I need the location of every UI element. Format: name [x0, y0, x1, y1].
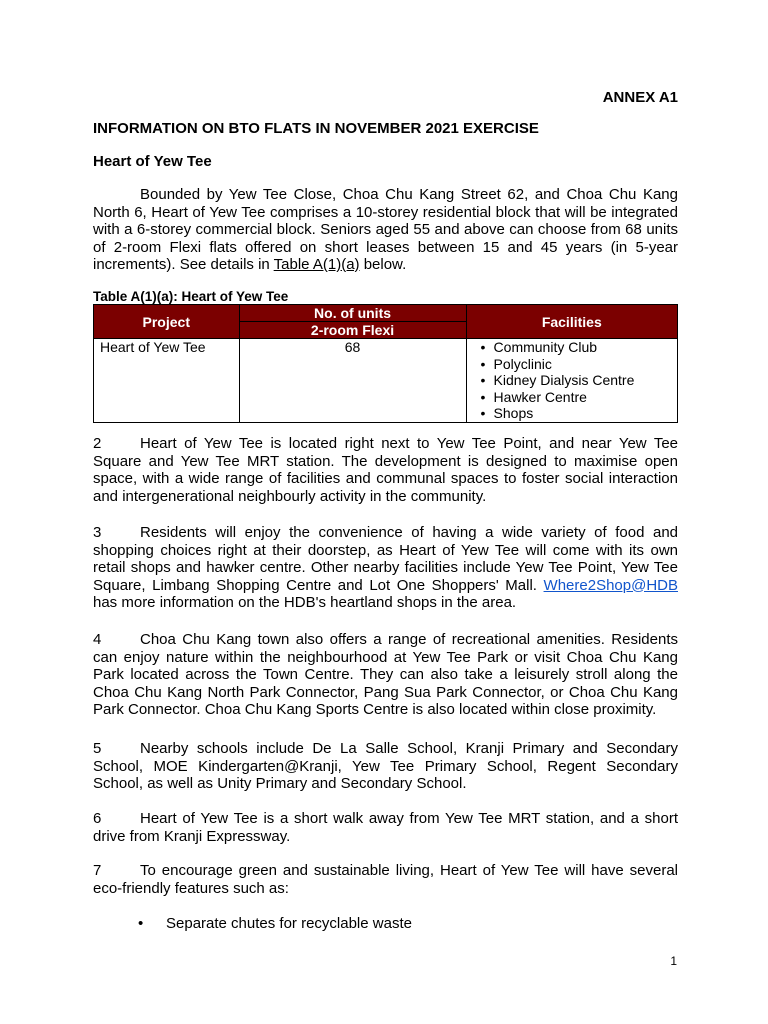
where2shop-link[interactable]: Where2Shop@HDB	[543, 576, 678, 594]
paragraph-4	[93, 631, 678, 719]
cell-project: Heart of Yew Tee	[94, 339, 240, 423]
paragraph-number: 7	[93, 862, 102, 879]
paragraph-number: 4	[93, 631, 102, 648]
intro-text: Bounded by Yew Tee Close, Choa Chu Kang Street 62, and Choa Chu Kang North 6, Heart of Yew Tee comprises a 10-storey residential block that will be integrated with a 6-storey commercial block. Seniors aged 55 and above can choose from 68 units of 2-room Flexi flats offered on short leases between 15 and 45 years (in 5-year increments). See details in	[93, 186, 678, 273]
table-reference: Table A(1)(a)	[273, 256, 360, 273]
bullet-text: Separate chutes for recyclable waste	[166, 915, 412, 932]
paragraph-text: To encourage green and sustainable living, Heart of Yew Tee will have several eco-friendly features such as:	[93, 862, 678, 897]
paragraph-text: Heart of Yew Tee is a short walk away from Yew Tee MRT station, and a short drive from Kranji Expressway.	[93, 810, 678, 845]
list-item: • Community Club	[481, 339, 677, 356]
paragraph-number: 3	[93, 524, 102, 541]
list-item: • Polyclinic	[481, 356, 677, 373]
header-facilities: Facilities	[466, 305, 677, 339]
cell-units: 68	[239, 339, 466, 423]
paragraph-6	[93, 810, 678, 845]
list-item: • Hawker Centre	[481, 389, 677, 406]
paragraph-text: Choa Chu Kang town also offers a range of recreational amenities. Residents can enjoy nature within the neighbourhood at Yew Tee Park or visit Choa Chu Kang Park located across the Town Centre. They can also take a leisurely stroll along the Choa Chu Kang North Park Connector, Pang Sua Park Connector, or Choa Chu Kang Park Connector. Choa Chu Kang Sports Centre is also located within close proximity.	[93, 631, 678, 718]
paragraph-text: Nearby schools include De La Salle School, Kranji Primary and Secondary School, MOE Kindergarten@Kranji, Yew Tee Primary School, Regent Secondary School, as well as Unity Primary and Secondary School.	[93, 740, 678, 792]
header-units-sub: 2-room Flexi	[239, 322, 466, 339]
units-table	[93, 304, 678, 423]
list-item: • Kidney Dialysis Centre	[481, 372, 677, 389]
paragraph-number: 5	[93, 740, 102, 757]
paragraph-3	[93, 524, 678, 612]
paragraph-number: 6	[93, 810, 102, 827]
table-caption: Table A(1)(a): Heart of Yew Tee	[93, 289, 289, 304]
paragraph-number: 2	[93, 435, 102, 452]
paragraph-text: Residents will enjoy the convenience of having a wide variety of food and shopping choices right at their doorstep, as Heart of Yew Tee will come with its own retail shops and hawker centre. Other nearby facilities include Yew Tee Point, Yew Tee Square, Limbang Shopping Centre and Lot One Shoppers' Mall.	[93, 524, 678, 594]
eco-feature-list-item	[138, 915, 412, 933]
paragraph-5	[93, 740, 678, 793]
page-number: 1	[670, 954, 677, 968]
annex-label: ANNEX A1	[602, 89, 678, 106]
paragraph-text-end: has more information on the HDB's heartland shops in the area.	[93, 594, 517, 611]
bullet-icon: •	[138, 915, 144, 932]
section-heading: Heart of Yew Tee	[93, 153, 212, 170]
paragraph-text: Heart of Yew Tee is located right next to Yew Tee Point, and near Yew Tee Square and Yew Tee MRT station. The development is designed to maximise open space, with a wide range of facilities and communal spaces to foster social interaction and intergenerational neighbourly activity in the community.	[93, 435, 678, 505]
document-title: INFORMATION ON BTO FLATS IN NOVEMBER 2021 EXERCISE	[93, 120, 539, 137]
intro-text-end: below.	[359, 256, 407, 273]
list-item: • Shops	[481, 405, 677, 422]
header-project: Project	[94, 305, 240, 339]
paragraph-2	[93, 435, 678, 505]
paragraph-7	[93, 862, 678, 897]
table-row	[94, 339, 678, 423]
intro-paragraph	[93, 186, 678, 274]
cell-facilities	[466, 339, 677, 423]
header-units: No. of units	[239, 305, 466, 322]
